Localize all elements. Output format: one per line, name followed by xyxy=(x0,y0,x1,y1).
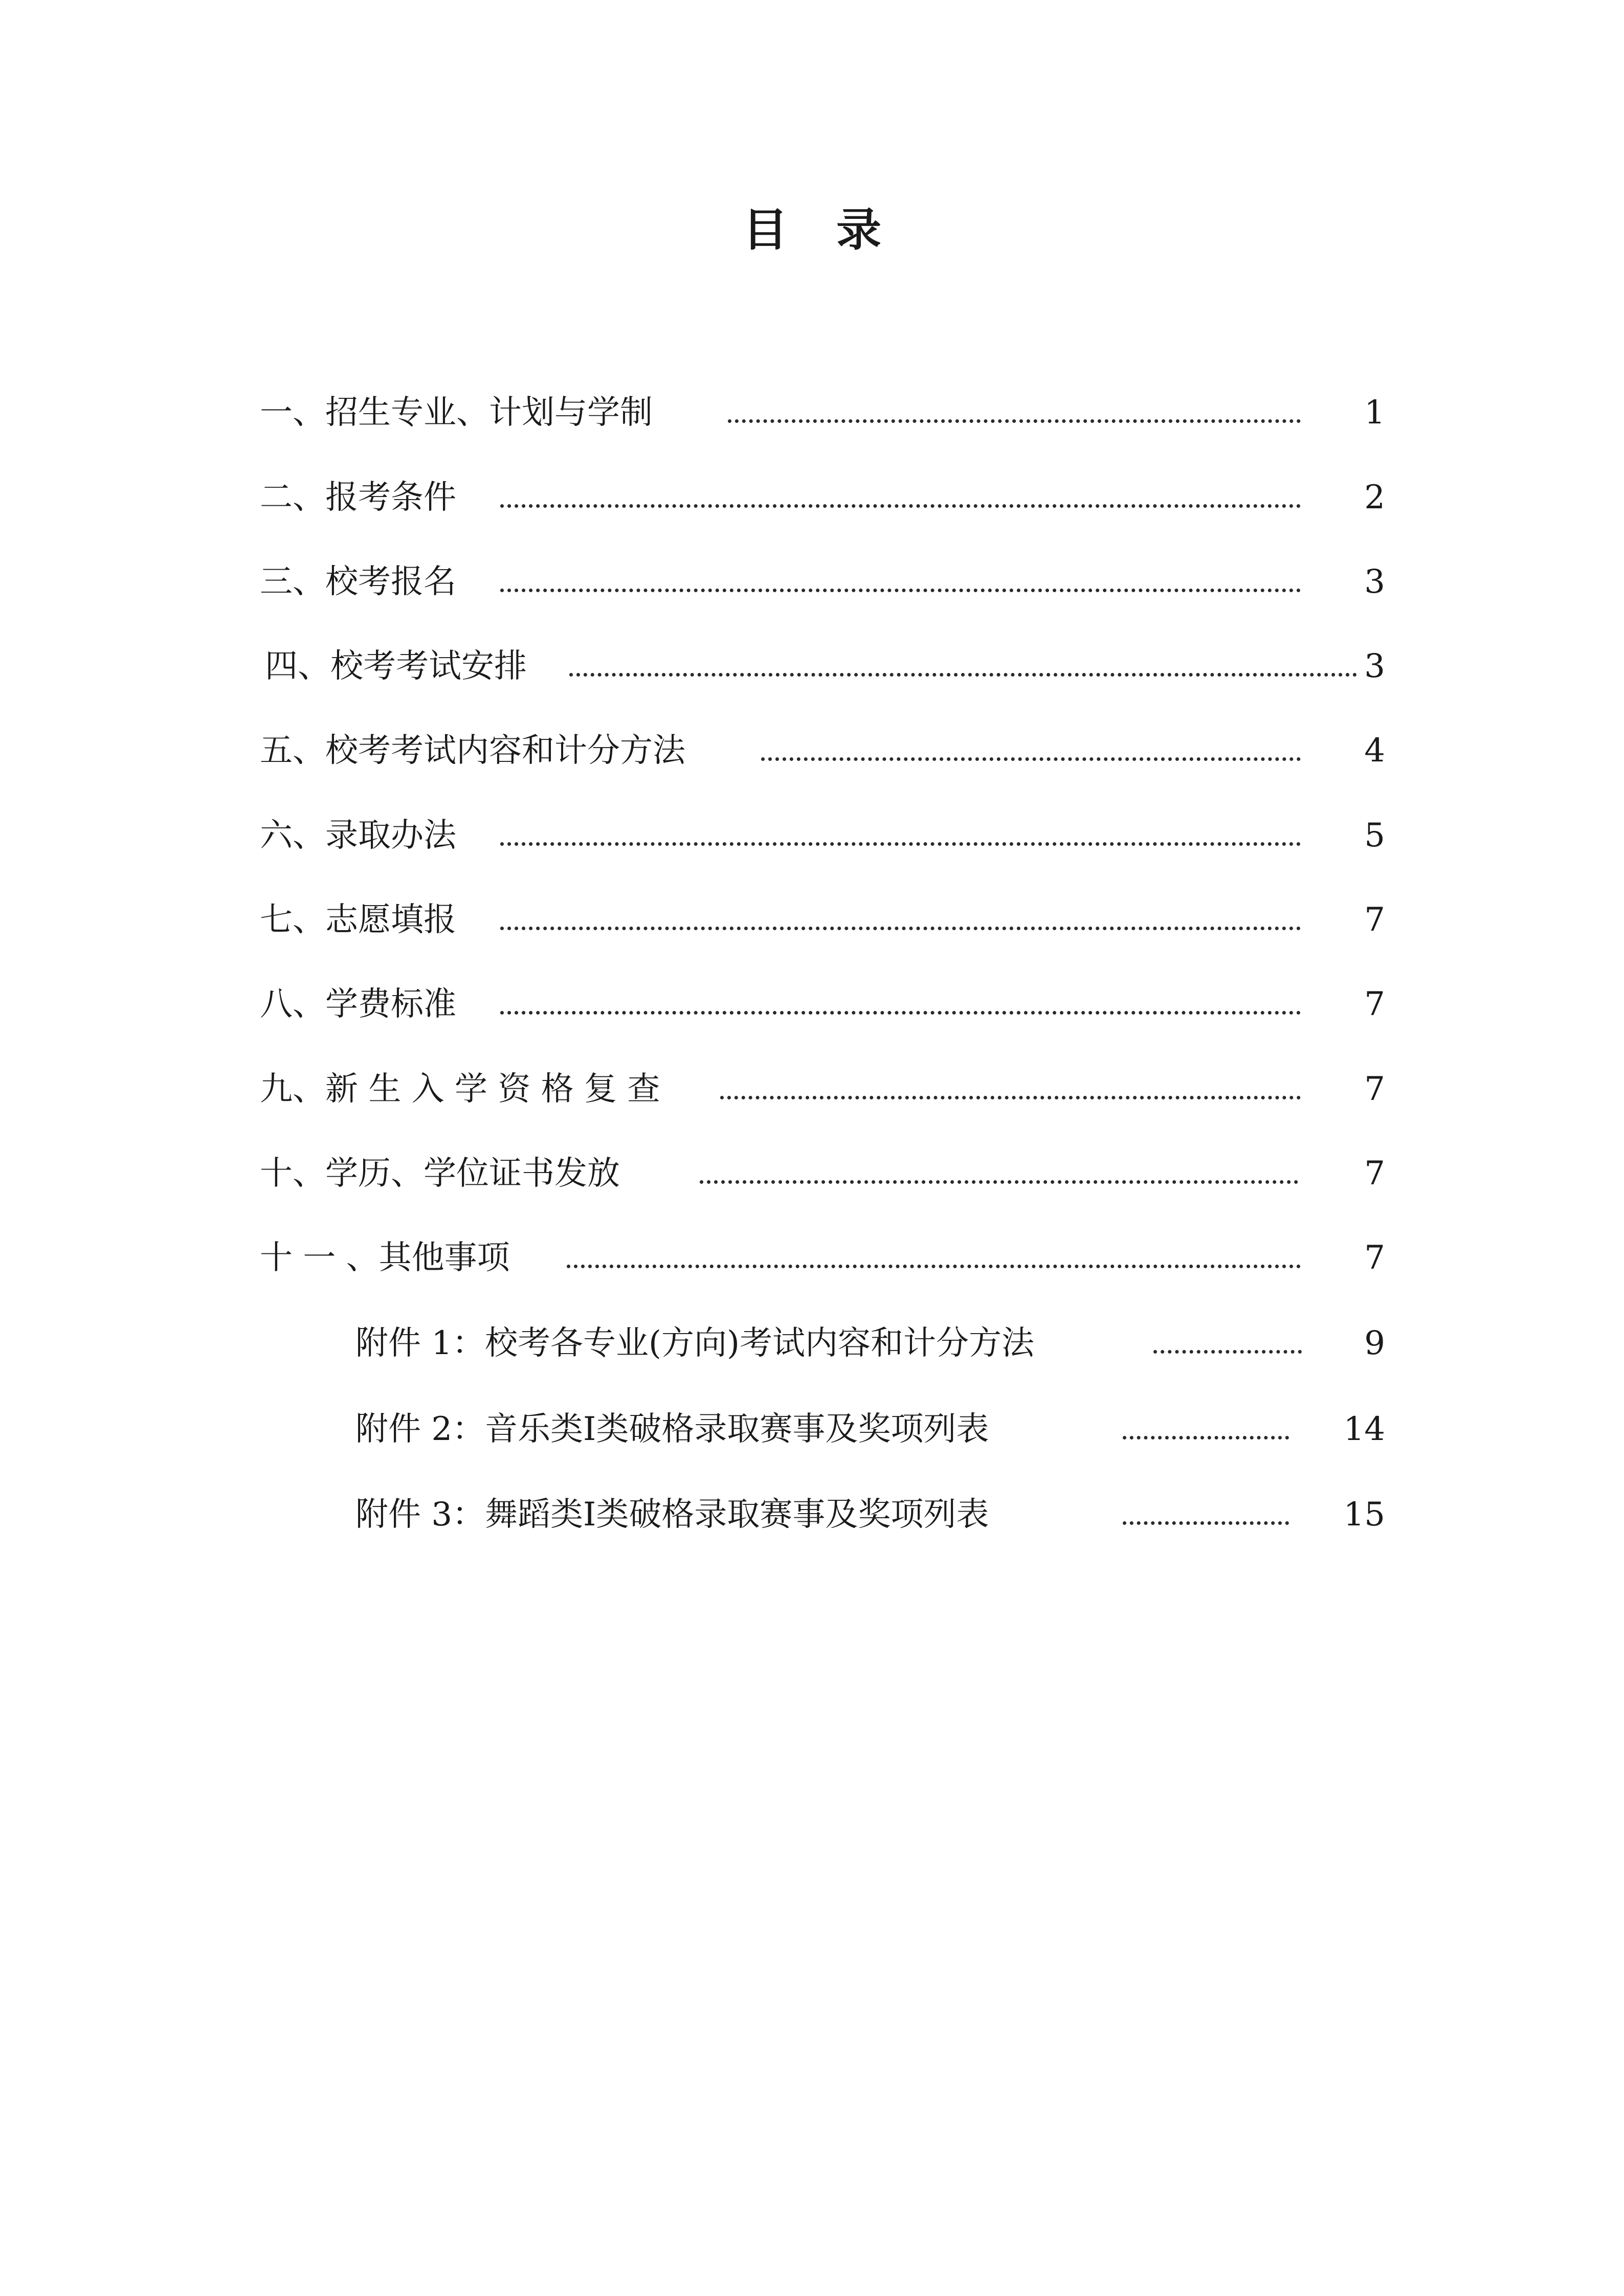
toc-entry-page: 9 xyxy=(1364,1324,1385,1362)
toc-entry-label: 五、校考考试内容和计分方法 xyxy=(260,732,685,770)
toc-entry-page: 7 xyxy=(1364,1239,1385,1277)
toc-entry-label: 附件 3：舞蹈类Ⅰ类破格录取赛事及奖项列表 xyxy=(355,1496,989,1534)
toc-entry-page: 4 xyxy=(1364,732,1385,770)
toc-entry[interactable] xyxy=(355,1492,1385,1538)
toc-leader-dots xyxy=(500,927,1301,930)
toc-leader-dots xyxy=(1123,1436,1289,1439)
toc-entry[interactable] xyxy=(265,643,1390,689)
toc-entry-page: 7 xyxy=(1364,901,1385,939)
toc-leader-dots xyxy=(500,842,1301,846)
toc-leader-dots xyxy=(761,757,1301,761)
toc-entry[interactable] xyxy=(260,475,1385,521)
toc-title-char-2: 录 xyxy=(836,204,882,256)
toc-entry-page: 1 xyxy=(1364,394,1385,432)
toc-leader-dots xyxy=(728,419,1301,423)
toc-entry-label: 七、志愿填报 xyxy=(260,901,456,939)
toc-leader-dots xyxy=(567,1265,1301,1268)
toc-entry[interactable] xyxy=(260,897,1385,943)
toc-entry-label: 六、录取办法 xyxy=(260,817,456,854)
toc-leader-dots xyxy=(720,1096,1301,1099)
toc-entry[interactable] xyxy=(260,981,1385,1027)
toc-entry-label: 附件 2：音乐类Ⅰ类破格录取赛事及奖项列表 xyxy=(355,1410,989,1448)
toc-entry-label: 二、报考条件 xyxy=(260,479,456,516)
toc-entry-label: 十 一 、其他事项 xyxy=(260,1239,510,1277)
toc-leader-dots xyxy=(500,504,1301,508)
toc-entry-page: 3 xyxy=(1364,563,1385,601)
toc-entry-page: 15 xyxy=(1343,1496,1385,1534)
toc-entry[interactable] xyxy=(260,390,1385,436)
toc-entry-label: 四、校考考试安排 xyxy=(265,647,527,685)
toc-entry[interactable] xyxy=(260,1066,1385,1112)
toc-entry-label: 九、新 生 入 学 资 格 复 查 xyxy=(260,1070,660,1108)
toc-entry-page: 7 xyxy=(1364,1155,1385,1192)
toc-entry-page: 14 xyxy=(1343,1410,1385,1448)
toc-entry[interactable] xyxy=(260,559,1385,605)
toc-entry-page: 3 xyxy=(1364,647,1385,685)
toc-leader-dots xyxy=(1153,1350,1302,1354)
toc-title-char-1: 目 xyxy=(742,204,788,256)
toc-entry[interactable] xyxy=(260,1235,1385,1281)
toc-entry-label: 八、学费标准 xyxy=(260,985,456,1023)
toc-entry-label: 十、学历、学位证书发放 xyxy=(260,1155,620,1192)
toc-leader-dots xyxy=(1123,1521,1289,1525)
toc-entry[interactable] xyxy=(355,1406,1385,1452)
toc-entry-page: 7 xyxy=(1364,985,1385,1023)
toc-entry[interactable] xyxy=(260,728,1385,774)
toc-entry[interactable] xyxy=(355,1320,1385,1366)
toc-entry-label: 一、招生专业、计划与学制 xyxy=(260,394,653,432)
toc-entry[interactable] xyxy=(260,1151,1385,1197)
toc-leader-dots xyxy=(500,1011,1301,1015)
toc-entry-page: 7 xyxy=(1364,1070,1385,1108)
toc-entry-label: 三、校考报名 xyxy=(260,563,456,601)
toc-leader-dots xyxy=(700,1180,1298,1184)
toc-entry-page: 5 xyxy=(1364,817,1385,854)
toc-entry-label: 附件 1：校考各专业(方向)考试内容和计分方法 xyxy=(355,1324,1034,1362)
toc-entry-page: 2 xyxy=(1364,479,1385,516)
toc-leader-dots xyxy=(569,673,1357,677)
toc-entry[interactable] xyxy=(260,813,1385,859)
toc-leader-dots xyxy=(500,589,1301,592)
